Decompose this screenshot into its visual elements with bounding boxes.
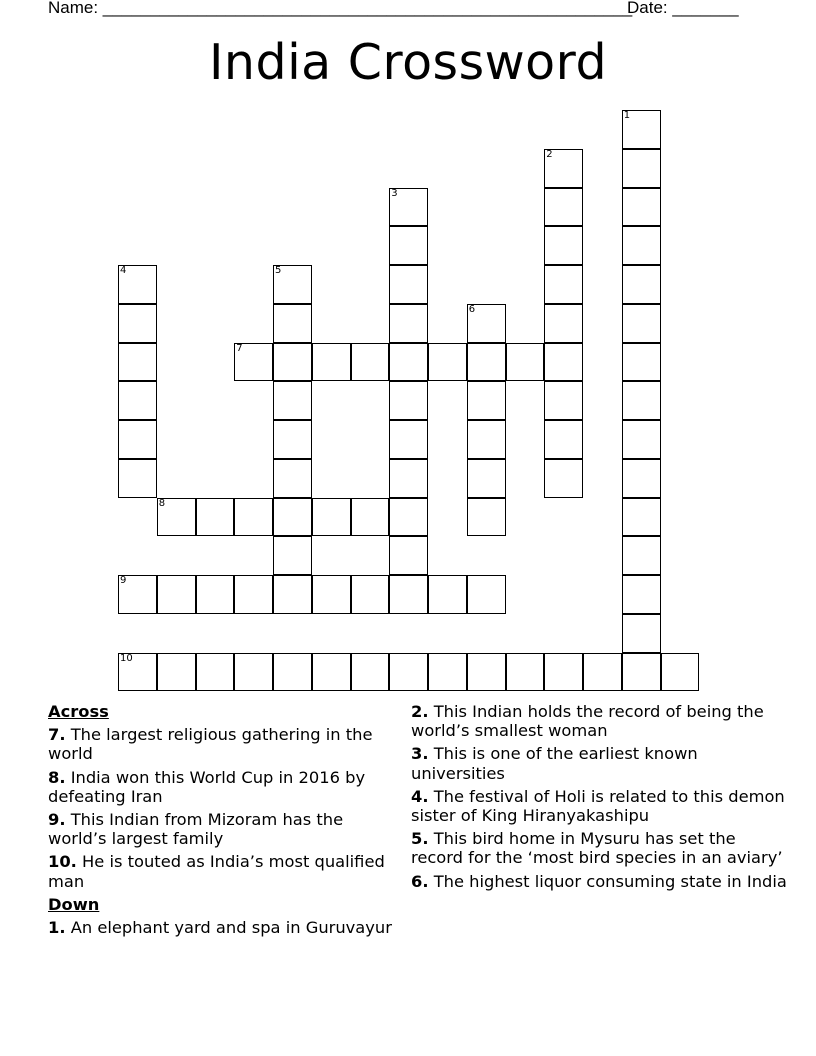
- grid-cell[interactable]: [544, 381, 583, 420]
- grid-cell[interactable]: [389, 459, 428, 498]
- clue-number: 7.: [48, 725, 66, 745]
- grid-cell[interactable]: [157, 653, 196, 692]
- grid-cell[interactable]: [351, 498, 390, 537]
- grid-cell[interactable]: [544, 304, 583, 343]
- grid-cell[interactable]: [118, 653, 157, 692]
- clue-across-9: [48, 810, 398, 848]
- grid-cell[interactable]: [351, 343, 390, 382]
- grid-cell[interactable]: [273, 381, 312, 420]
- clue-number-label: 4: [120, 265, 127, 276]
- grid-cell[interactable]: [273, 498, 312, 537]
- grid-cell[interactable]: [273, 536, 312, 575]
- grid-cell[interactable]: [312, 498, 351, 537]
- grid-cell[interactable]: [622, 614, 661, 653]
- clue-number: 8.: [48, 767, 66, 787]
- grid-cell[interactable]: [389, 304, 428, 343]
- clue-across-8: [48, 768, 398, 806]
- grid-cell[interactable]: [544, 420, 583, 459]
- clue-number-label: 7: [236, 342, 243, 354]
- grid-cell[interactable]: [467, 575, 506, 614]
- grid-cell[interactable]: [428, 575, 467, 614]
- grid-cell[interactable]: [389, 536, 428, 575]
- clue-across-7: [48, 725, 398, 763]
- grid-cell[interactable]: [622, 149, 661, 188]
- grid-cell[interactable]: [234, 653, 273, 692]
- clue-down-4: [411, 787, 791, 825]
- clue-number: 10.: [48, 852, 77, 872]
- grid-cell[interactable]: [544, 149, 583, 188]
- grid-cell[interactable]: [622, 110, 661, 149]
- grid-cell[interactable]: [622, 498, 661, 537]
- clue-number-label: 3: [391, 187, 398, 199]
- grid-cell[interactable]: [389, 226, 428, 265]
- across-heading: Across: [48, 702, 109, 721]
- clue-across-10: [48, 852, 398, 890]
- grid-cell[interactable]: [622, 381, 661, 420]
- clue-text: He is touted as India’s most qualified man: [48, 852, 385, 891]
- grid-cell[interactable]: [622, 575, 661, 614]
- clue-down-3: [411, 744, 791, 782]
- grid-cell[interactable]: [544, 226, 583, 265]
- grid-cell[interactable]: [661, 653, 700, 692]
- down-heading: Down: [48, 894, 100, 914]
- grid-cell[interactable]: [389, 381, 428, 420]
- grid-cell[interactable]: [622, 459, 661, 498]
- grid-cell[interactable]: [467, 381, 506, 420]
- grid-cell[interactable]: [389, 420, 428, 459]
- clue-number: 6.: [411, 871, 429, 891]
- clue-number-label: 8: [158, 497, 166, 509]
- clue-text: The largest religious gathering in the world: [48, 725, 373, 764]
- clue-number: 1.: [48, 918, 66, 938]
- grid-cell[interactable]: [622, 265, 661, 304]
- grid-cell[interactable]: [273, 304, 312, 343]
- grid-cell[interactable]: [118, 381, 157, 420]
- clue-text: This Indian holds the record of being the world’s smallest woman: [411, 702, 764, 741]
- grid-cell[interactable]: [389, 653, 428, 692]
- name-line[interactable]: Name: ________________________________________________________: [48, 0, 633, 17]
- clue-number: 9.: [48, 810, 66, 830]
- grid-cell[interactable]: [467, 420, 506, 459]
- clue-down-5: [411, 829, 791, 867]
- clue-down-6: [411, 872, 791, 891]
- clue-number-label: 10: [120, 652, 133, 664]
- grid-cell[interactable]: [389, 188, 428, 227]
- grid-cell[interactable]: [506, 653, 545, 692]
- grid-cell[interactable]: [118, 575, 157, 614]
- grid-cell[interactable]: [389, 343, 428, 382]
- grid-cell[interactable]: [196, 575, 235, 614]
- grid-cell[interactable]: [544, 188, 583, 227]
- grid-cell[interactable]: [467, 304, 506, 343]
- clue-text: This Indian from Mizoram has the world’s largest family: [48, 810, 344, 849]
- grid-cell[interactable]: [118, 420, 157, 459]
- clue-text: An elephant yard and spa in Guruvayur: [70, 918, 392, 938]
- clue-number: 2.: [411, 702, 429, 721]
- grid-cell[interactable]: [622, 653, 661, 692]
- clue-number: 4.: [411, 786, 429, 806]
- grid-cell[interactable]: [544, 653, 583, 692]
- clue-text: This is one of the earliest known universities: [411, 744, 698, 783]
- grid-cell[interactable]: [312, 575, 351, 614]
- grid-cell[interactable]: [428, 343, 467, 382]
- grid-cell[interactable]: [118, 343, 157, 382]
- clues-right-column: [411, 702, 791, 895]
- grid-cell[interactable]: [234, 498, 273, 537]
- grid-cell[interactable]: [118, 459, 157, 498]
- grid-cell[interactable]: [622, 420, 661, 459]
- grid-cell[interactable]: [544, 265, 583, 304]
- grid-cell[interactable]: [273, 343, 312, 382]
- grid-cell[interactable]: [622, 226, 661, 265]
- grid-cell[interactable]: [467, 498, 506, 537]
- grid-cell[interactable]: [467, 343, 506, 382]
- date-line[interactable]: Date: _______: [627, 0, 739, 17]
- grid-cell[interactable]: [506, 343, 545, 382]
- page-title: India Crossword: [208, 34, 608, 91]
- grid-cell[interactable]: [467, 459, 506, 498]
- grid-cell[interactable]: [583, 653, 622, 692]
- clue-number-label: 9: [120, 575, 127, 586]
- clue-number-label: 6: [468, 303, 476, 315]
- grid-cell[interactable]: [544, 459, 583, 498]
- grid-cell[interactable]: [351, 653, 390, 692]
- grid-cell[interactable]: [234, 575, 273, 614]
- grid-cell[interactable]: [389, 498, 428, 537]
- grid-cell[interactable]: [118, 304, 157, 343]
- grid-cell[interactable]: [196, 653, 235, 692]
- clue-number-label: 2: [546, 148, 553, 160]
- grid-cell[interactable]: [428, 653, 467, 692]
- grid-cell[interactable]: [312, 653, 351, 692]
- grid-cell[interactable]: [622, 343, 661, 382]
- grid-cell[interactable]: [273, 653, 312, 692]
- clues-left-column: [48, 702, 398, 941]
- clue-down-1: [48, 918, 398, 937]
- clue-text: This bird home in Mysuru has set the record for the ‘most bird species in an aviary’: [411, 829, 783, 868]
- clue-text: India won this World Cup in 2016 by defeating Iran: [48, 767, 366, 806]
- grid-cell[interactable]: [273, 459, 312, 498]
- clue-text: The festival of Holi is related to this demon sister of King Hiranyakashipu: [411, 786, 785, 826]
- grid-cell[interactable]: [351, 575, 390, 614]
- grid-cell[interactable]: [389, 575, 428, 614]
- grid-cell[interactable]: [622, 536, 661, 575]
- clue-number: 3.: [411, 744, 429, 764]
- clue-number-label: 1: [623, 110, 631, 121]
- grid-cell[interactable]: [196, 498, 235, 537]
- grid-cell[interactable]: [118, 265, 157, 304]
- clue-down-2: [411, 702, 791, 740]
- grid-cell[interactable]: [312, 343, 351, 382]
- grid-cell[interactable]: [273, 575, 312, 614]
- grid-cell[interactable]: [467, 653, 506, 692]
- grid-cell[interactable]: [389, 265, 428, 304]
- grid-cell[interactable]: [622, 188, 661, 227]
- clue-number-label: 5: [275, 265, 282, 276]
- grid-cell[interactable]: [157, 575, 196, 614]
- grid-cell[interactable]: [544, 343, 583, 382]
- clue-text: The highest liquor consuming state in India: [433, 871, 787, 891]
- grid-cell[interactable]: [234, 343, 273, 382]
- grid-cell[interactable]: [273, 265, 312, 304]
- grid-cell[interactable]: [273, 420, 312, 459]
- clue-number: 5.: [411, 829, 429, 849]
- grid-cell[interactable]: [622, 304, 661, 343]
- grid-cell[interactable]: [157, 498, 196, 537]
